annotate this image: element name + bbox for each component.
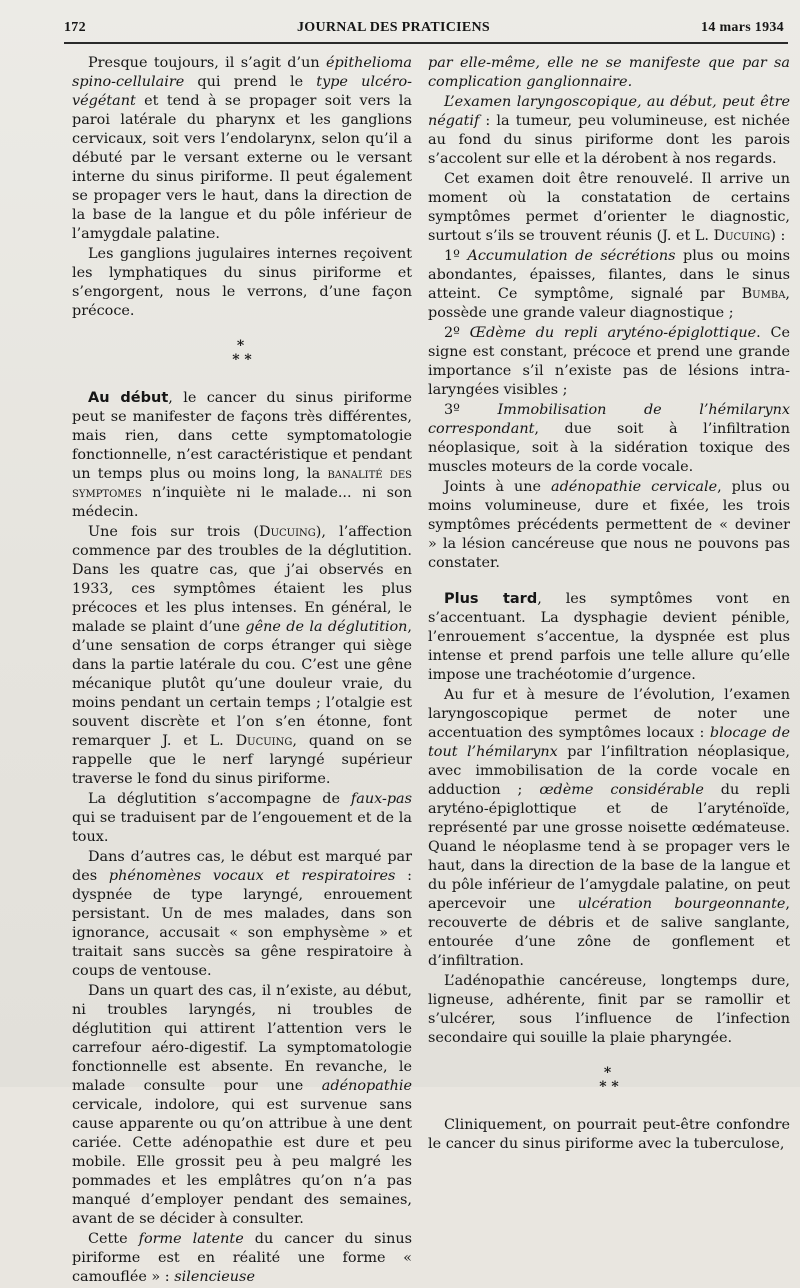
paragraph: Joints à une adénopathie cervicale, plus ou moins volumineuse, dure et fixée, les trois symptômes précédents permettent de « deviner » la lésion cancéreuse que nous ne pouvons pas constater. bbox=[428, 479, 790, 571]
section-separator-stars: * * * bbox=[599, 1065, 619, 1095]
paragraph: Dans d’autres cas, le début est marqué par des phénomènes vocaux et respiratoires : dyspnée de type laryngé, enrouement persistant. Un de mes malades, dans son ignorance, accusait « son emphysème » et traitait sans succès sa gêne respiratoire à coups de ventouse. bbox=[72, 849, 412, 979]
paragraph: Dans un quart des cas, il n’existe, au début, ni troubles laryngés, ni troubles de déglutition qui attirent l’attention vers le carrefour aéro-digestif. La symptomatologie fonctionnelle est absente. En revanche, le malade consulte pour une adénopathie cervicale, indolore, qui est survenue sans cause apparente ou qu’on attribue à une dent cariée. Cette adénopathie est dure et peu mobile. Elle grossit peu à peu malgré les pommades et les emplâtres qu’on n’a pas manqué d’employer pendant des semaines, avant de se décider à consulter. bbox=[72, 983, 412, 1227]
paragraph: Cliniquement, on pourrait peut-être confondre le cancer du sinus piriforme avec la tuberculose, bbox=[428, 1117, 790, 1152]
section-separator-stars: * * * bbox=[232, 338, 252, 368]
section-lead: Au début bbox=[88, 390, 169, 406]
paragraph: Les ganglions jugulaires internes reçoivent les lymphatiques du sinus piriforme et s’engorgent, nous le verrons, d’une façon précoce. bbox=[72, 246, 412, 319]
issue-date: 14 mars 1934 bbox=[701, 20, 784, 35]
paragraph: Presque toujours, il s’agit d’un épithelioma spino-cellulaire qui prend le type ulcéro-végétant et tend à se propager soit vers la paroi latérale du pharynx et les ganglions cervicaux, soit vers l’endolarynx, selon qu’il a débuté par le versant externe ou le versant interne du sinus piriforme. Il peut également se propager vers le haut, dans la direction de la base de la langue et du pôle inférieur de l’amygdale palatine. bbox=[72, 55, 412, 242]
paragraph-gap bbox=[428, 574, 790, 590]
paragraph: Plus tard, les symptômes vont en s’accentuant. La dysphagie devient pénible, l’enrouement s’accentue, la dyspnée est plus intense et prend parfois une telle allure qu’elle impose une trachéotomie d’urgence. bbox=[428, 591, 790, 683]
paragraph: Cet examen doit être renouvelé. Il arrive un moment où la constatation de certains symptômes permet d’orienter le diagnostic, surtout s’ils se trouvent réunis (J. et L. Ducuing) : bbox=[428, 171, 790, 244]
header-rule bbox=[64, 42, 788, 44]
section-lead: Plus tard bbox=[444, 591, 538, 607]
list-item: 3º Immobilisation de l’hémilarynx correspondant, due soit à l’infiltration néoplasique, soit à la sidération toxique des muscles moteurs de la corde vocale. bbox=[428, 402, 790, 475]
list-item: 1º Accumulation de sécrétions plus ou moins abondantes, épaisses, filantes, dans le sinus atteint. Ce symptôme, signalé par Bumba, possède une grande valeur diagnostique ; bbox=[428, 248, 790, 321]
paragraph: L’examen laryngoscopique, au début, peut être négatif : la tumeur, peu volumineuse, est nichée au fond du sinus piriforme dont les parois s’accolent sur elle et la dérobent à nos regards. bbox=[428, 94, 790, 167]
paragraph: par elle-même, elle ne se manifeste que par sa complication ganglionnaire. bbox=[428, 55, 790, 90]
journal-title: JOURNAL DES PRATICIENS bbox=[296, 20, 490, 35]
right-column bbox=[428, 54, 790, 1155]
paragraph: Au début, le cancer du sinus piriforme peut se manifester de façons très différentes, mais rien, dans cette symptomatologie fonctionnelle, n’est caractéristique et pendant un temps plus ou moins long, la banalité des symptomes n’inquiète ni le malade... ni son médecin. bbox=[72, 390, 412, 520]
paragraph: L’adénopathie cancéreuse, longtemps dure, ligneuse, adhérente, finit par se ramollir et s’ulcérer, sous l’influence de l’infection secondaire qui souille la plaie pharyngée. bbox=[428, 973, 790, 1046]
paragraph: Cette forme latente du cancer du sinus piriforme est en réalité une forme « camouflée » : silencieuse bbox=[72, 1231, 412, 1285]
left-column bbox=[72, 54, 412, 1288]
page-number: 172 bbox=[64, 20, 86, 35]
running-header bbox=[64, 20, 784, 40]
paragraph: La déglutition s’accompagne de faux-pas qui se traduisent par de l’engouement et de la toux. bbox=[72, 791, 412, 845]
list-item: 2º Œdème du repli aryténo-épiglottique. Ce signe est constant, précoce et prend une grande importance s’il n’existe pas de lésions intra-laryngées visibles ; bbox=[428, 325, 790, 398]
paragraph: Au fur et à mesure de l’évolution, l’examen laryngoscopique permet de noter une accentuation des symptômes locaux : blocage de tout l’hémilarynx par l’infiltration néoplasique, avec immobilisation de la corde vocale en adduction ; œdème considérable du repli aryténo-épiglottique et de l’aryténoïde, représenté par une grosse noisette œdémateuse. Quand le néoplasme tend à se propager vers le haut, dans la direction de la base de la langue et du pôle inférieur de l’amygdale palatine, on peut apercevoir une ulcération bourgeonnante, recouverte de débris et de salive sanglante, entourée d’une zône de gonflement et d’infiltration. bbox=[428, 687, 791, 969]
paragraph: Une fois sur trois (Ducuing), l’affection commence par des troubles de la déglutition. Dans les quatre cas, que j’ai observés en 1933, ces symptômes étaient les plus précoces et les plus intenses. En général, le malade se plaint d’une gêne de la déglutition, d’une sensation de corps étranger qui siège dans la partie latérale du cou. C’est une gêne mécanique plutôt qu’une douleur vraie, du moins pendant un certain temps ; l’otalgie est souvent discrète et l’on s’en étonne, font remarquer J. et L. Ducuing, quand on se rappelle que le nerf laryngé supérieur traverse le fond du sinus piriforme. bbox=[72, 524, 412, 787]
